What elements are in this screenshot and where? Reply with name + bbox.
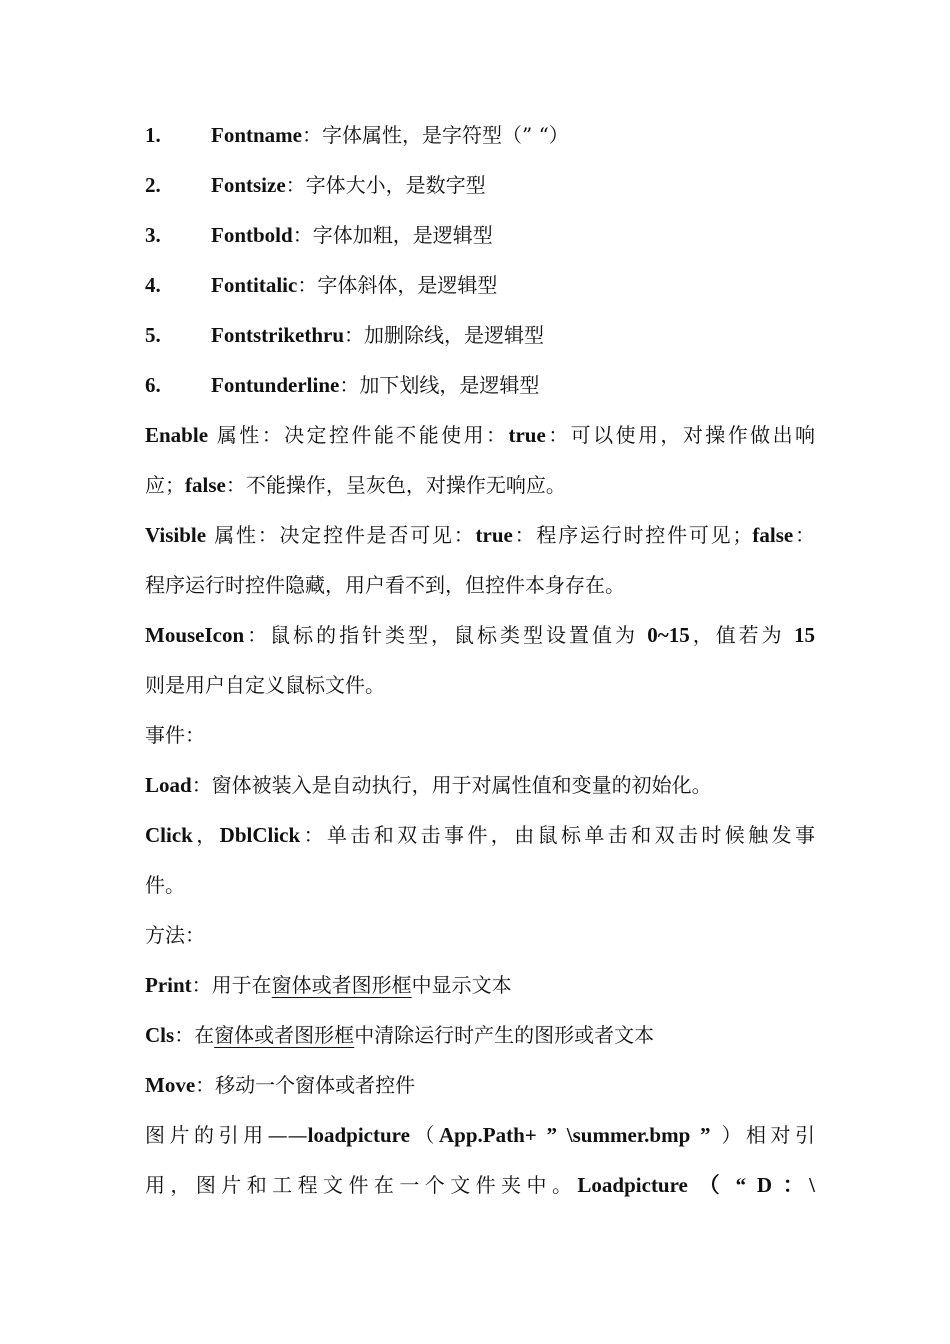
list-number: 1. xyxy=(145,123,161,147)
picture-text: ）相对引 xyxy=(710,1123,816,1147)
enable-text: 属性：决定控件能不能使用： xyxy=(208,423,509,447)
list-number: 4. xyxy=(145,273,161,297)
mouseicon-text: ：鼠标的指针类型，鼠标类型设置值为 xyxy=(244,623,648,647)
font-prop-item-6 xyxy=(145,367,815,403)
cls-text: 中清除运行时产生的图形或者文本 xyxy=(354,1023,655,1047)
move-paragraph xyxy=(145,1067,815,1103)
false-keyword: false xyxy=(185,473,226,497)
property-name: Fontbold xyxy=(211,223,293,247)
picture-paragraph-line-2 xyxy=(145,1167,815,1203)
click-term: Click xyxy=(145,823,193,847)
click-text: ：单击和双击事件，由鼠标单击和双击时候触发事 xyxy=(300,823,816,847)
false-keyword: false xyxy=(752,523,794,547)
enable-paragraph-line-2 xyxy=(145,467,815,503)
methods-heading: 方法： xyxy=(145,923,205,947)
list-number: 3. xyxy=(145,223,161,247)
property-name: Fontitalic xyxy=(211,273,298,297)
mouseicon-text: ，值若为 xyxy=(689,623,795,647)
enable-term: Enable xyxy=(145,423,209,447)
print-term: Print xyxy=(145,973,192,997)
property-desc: ：字体加粗，是逻辑型 xyxy=(292,223,493,247)
picture-text: 用，图片和工程文件在一个文件夹中。 xyxy=(145,1173,578,1197)
picture-text: 图片的引用—— xyxy=(145,1123,308,1147)
list-number: 2. xyxy=(145,173,161,197)
picture-text: （ xyxy=(409,1123,439,1147)
visible-text: ：程序运行时控件可见； xyxy=(512,523,753,547)
mouseicon-term: MouseIcon xyxy=(145,623,245,647)
move-text: ：移动一个窗体或者控件 xyxy=(195,1073,416,1097)
enable-paragraph-line-1 xyxy=(145,417,815,453)
visible-term: Visible xyxy=(145,523,207,547)
property-name: Fontname xyxy=(211,123,302,147)
range-value: 0~15 xyxy=(647,623,690,647)
dblclick-term: DblClick xyxy=(219,823,301,847)
cls-text: ：在 xyxy=(174,1023,215,1047)
cls-term: Cls xyxy=(145,1023,175,1047)
mouseicon-paragraph-line-2 xyxy=(145,667,815,703)
font-prop-item-2 xyxy=(145,167,815,203)
load-paragraph xyxy=(145,767,815,803)
app-path-code: App.Path+ ” \summer.bmp ” xyxy=(439,1123,711,1147)
property-name: Fontsize xyxy=(211,173,286,197)
true-keyword: true xyxy=(508,423,546,447)
list-number: 5. xyxy=(145,323,161,347)
underlined-phrase: 窗体或者图形框 xyxy=(271,973,412,997)
print-text: 中显示文本 xyxy=(411,973,512,997)
list-number: 6. xyxy=(145,373,161,397)
enable-text: 应； xyxy=(145,473,185,497)
loadpicture-code: loadpicture xyxy=(307,1123,410,1147)
loadpicture-absolute-code: Loadpicture （ “ D ：\ xyxy=(577,1173,815,1197)
property-desc: ：字体属性，是字符型（” “） xyxy=(302,123,569,147)
property-desc: ：字体大小，是数字型 xyxy=(285,173,486,197)
enable-text: ：可以使用，对操作做出响 xyxy=(545,423,816,447)
font-prop-item-5 xyxy=(145,317,815,353)
visible-text: 程序运行时控件隐藏，用户看不到，但控件本身存在。 xyxy=(145,573,625,597)
click-paragraph-line-1 xyxy=(145,817,815,853)
events-heading: 事件： xyxy=(145,723,205,747)
visible-paragraph-line-2 xyxy=(145,567,815,603)
font-prop-item-3 xyxy=(145,217,815,253)
enable-text: ：不能操作，呈灰色，对操作无响应。 xyxy=(225,473,566,497)
visible-paragraph-line-1 xyxy=(145,517,815,553)
property-desc: ：加下划线，是逻辑型 xyxy=(339,373,540,397)
click-paragraph-line-2 xyxy=(145,867,815,903)
load-text: ：窗体被装入是自动执行，用于对属性值和变量的初始化。 xyxy=(191,773,712,797)
property-name: Fontstrikethru xyxy=(211,323,344,347)
cls-paragraph xyxy=(145,1017,815,1053)
mouseicon-paragraph-line-1 xyxy=(145,617,815,653)
load-term: Load xyxy=(145,773,192,797)
custom-value: 15 xyxy=(794,623,816,647)
property-name: Fontunderline xyxy=(211,373,340,397)
click-text: 件。 xyxy=(145,873,185,897)
visible-text: 属性：决定控件是否可见： xyxy=(206,523,476,547)
font-prop-item-1 xyxy=(145,117,815,153)
property-desc: ：字体斜体，是逻辑型 xyxy=(297,273,498,297)
move-term: Move xyxy=(145,1073,196,1097)
underlined-phrase: 窗体或者图形框 xyxy=(214,1023,355,1047)
separator: ， xyxy=(192,823,220,847)
visible-text: ： xyxy=(793,523,816,547)
picture-paragraph-line-1 xyxy=(145,1117,815,1153)
mouseicon-text: 则是用户自定义鼠标文件。 xyxy=(145,673,385,697)
print-text: ：用于在 xyxy=(191,973,272,997)
true-keyword: true xyxy=(475,523,513,547)
property-desc: ：加删除线，是逻辑型 xyxy=(344,323,544,347)
print-paragraph xyxy=(145,967,815,1003)
font-prop-item-4 xyxy=(145,267,815,303)
